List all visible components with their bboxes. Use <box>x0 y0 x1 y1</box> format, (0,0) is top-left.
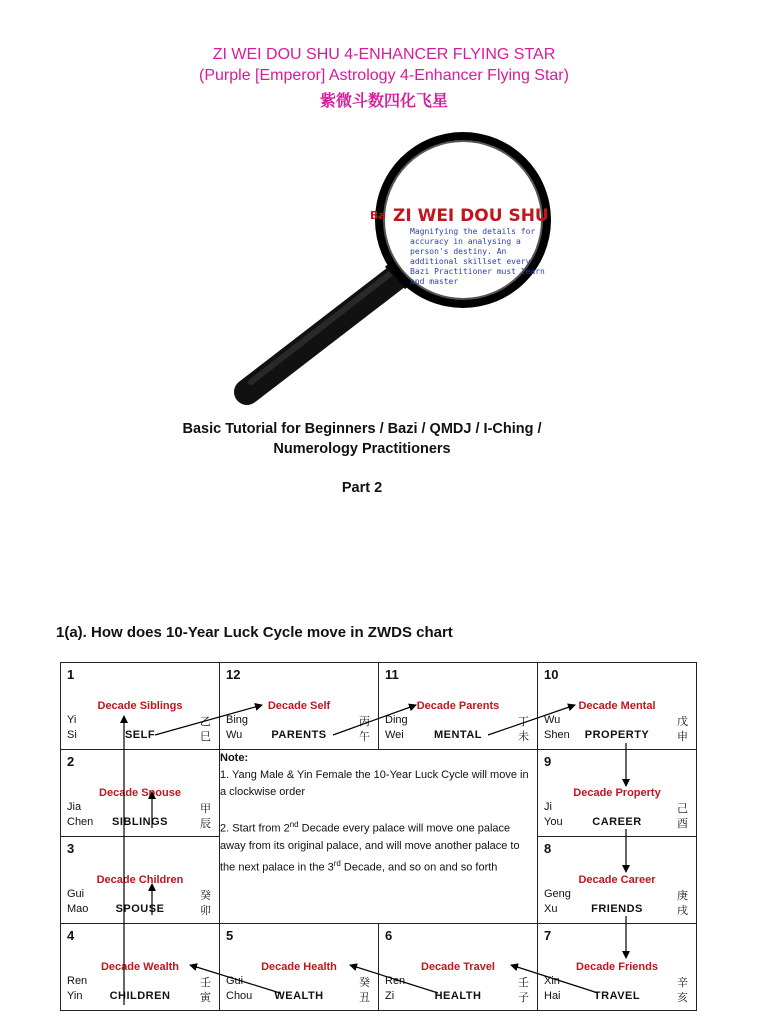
earthly-branch-chinese: 辰 <box>200 817 211 830</box>
magnifier-label: ZI WEI DOU SHU <box>393 206 549 226</box>
decade-label: Decade Siblings <box>97 700 183 712</box>
earthly-branch: Hai <box>544 990 561 1002</box>
note-heading: Note: <box>220 752 249 764</box>
earthly-branch-chinese: 酉 <box>677 817 688 830</box>
palace-number: 12 <box>226 667 241 682</box>
magnifier-caption-line: and master <box>410 277 459 286</box>
earthly-branch-chinese: 丑 <box>359 991 370 1004</box>
heavenly-stem-chinese: 癸 <box>200 889 211 902</box>
palace-number: 4 <box>67 928 75 943</box>
earthly-branch: Chou <box>226 990 253 1002</box>
palace-number: 1 <box>67 667 75 682</box>
palace-number: 5 <box>226 928 234 943</box>
heavenly-stem-chinese: 壬 <box>200 976 211 989</box>
palace-name: MENTAL <box>433 729 482 741</box>
decade-label: Decade Self <box>267 700 331 712</box>
palace-cell-11 <box>379 663 538 750</box>
note-point-2: 2. Start from 2nd Decade every palace will move one palace away from its original palace, and will move another palace to the next palace in the 3rd Decade, and so on and so forth <box>220 820 520 874</box>
heavenly-stem: Yi <box>67 714 77 726</box>
palace-cell-3 <box>61 837 220 924</box>
earthly-branch: Wu <box>226 729 243 741</box>
heavenly-stem: Ding <box>385 714 408 726</box>
palace-number: 2 <box>67 754 75 769</box>
palace-name: SELF <box>124 729 156 741</box>
palace-name: PROPERTY <box>584 729 650 741</box>
heavenly-stem-chinese: 壬 <box>518 976 529 989</box>
magnifier-caption-line: accuracy in analysing a <box>410 237 521 246</box>
palace-cell-6 <box>379 924 538 1011</box>
palace-number: 3 <box>67 841 75 856</box>
heavenly-stem: Geng <box>544 888 571 900</box>
heavenly-stem-chinese: 甲 <box>200 802 211 815</box>
earthly-branch: You <box>544 816 563 828</box>
tutorial-subtitle-line1: Basic Tutorial for Beginners / Bazi / QMDJ / I-Ching / <box>182 421 542 437</box>
palace-name: HEALTH <box>434 990 482 1002</box>
document-title: ZI WEI DOU SHU 4-ENHANCER FLYING STAR <box>212 46 556 63</box>
magnifier-caption-line: Bazi Practitioner must learn <box>410 267 545 276</box>
earthly-branch-chinese: 巳 <box>200 730 211 743</box>
document-subtitle: (Purple [Emperor] Astrology 4-Enhancer Flying Star) <box>199 67 569 84</box>
palace-number: 10 <box>544 667 559 682</box>
magnifier-prefix: Ba <box>370 209 386 222</box>
decade-label: Decade Travel <box>421 961 495 973</box>
palace-number: 11 <box>385 667 399 682</box>
palace-cell-10 <box>538 663 697 750</box>
decade-label: Decade Children <box>96 874 184 886</box>
earthly-branch-chinese: 午 <box>359 730 370 743</box>
decade-label: Decade Health <box>261 961 337 973</box>
decade-label: Decade Career <box>578 874 656 886</box>
earthly-branch: Wei <box>385 729 404 741</box>
heavenly-stem: Ji <box>544 801 552 813</box>
heavenly-stem-chinese: 辛 <box>677 976 688 989</box>
heavenly-stem: Xin <box>544 975 560 987</box>
decade-label: Decade Mental <box>578 700 656 712</box>
heavenly-stem: Gui <box>67 888 85 900</box>
palace-cell-9 <box>538 750 697 837</box>
palace-name: WEALTH <box>274 990 324 1002</box>
palace-cell-4 <box>61 924 220 1011</box>
earthly-branch: Mao <box>67 903 89 915</box>
earthly-branch-chinese: 卯 <box>200 904 211 917</box>
heavenly-stem: Ren <box>67 975 88 987</box>
heavenly-stem-chinese: 庚 <box>677 889 688 902</box>
heavenly-stem-chinese: 己 <box>677 802 688 815</box>
decade-label: Decade Friends <box>576 961 658 973</box>
earthly-branch: Chen <box>67 816 94 828</box>
magnifying-glass-icon <box>225 120 575 410</box>
palace-cell-2 <box>61 750 220 837</box>
palace-name: SPOUSE <box>115 903 165 915</box>
note-point-1: 1. Yang Male & Yin Female the 10-Year Luck Cycle will move in a clockwise order <box>220 769 529 798</box>
heavenly-stem-chinese: 丙 <box>359 715 370 728</box>
heavenly-stem: Bing <box>226 714 249 726</box>
heavenly-stem-chinese: 戊 <box>677 715 688 728</box>
earthly-branch: Yin <box>67 990 83 1002</box>
earthly-branch-chinese: 未 <box>518 730 529 743</box>
palace-name: CHILDREN <box>109 990 171 1002</box>
earthly-branch-chinese: 戌 <box>677 904 688 917</box>
palace-number: 7 <box>544 928 552 943</box>
decade-label: Decade Spouse <box>99 787 181 799</box>
part-label: Part 2 <box>341 480 383 496</box>
earthly-branch-chinese: 寅 <box>200 991 211 1004</box>
magnifier-caption-line: Magnifying the details for <box>410 227 536 236</box>
earthly-branch: Si <box>67 729 77 741</box>
palace-name: PARENTS <box>271 729 327 741</box>
heavenly-stem-chinese: 丁 <box>518 715 529 728</box>
palace-cell-5 <box>220 924 379 1011</box>
palace-number: 8 <box>544 841 552 856</box>
decade-label: Decade Property <box>573 787 661 799</box>
palace-name: TRAVEL <box>593 990 641 1002</box>
palace-cell-7 <box>538 924 697 1011</box>
note-box <box>220 750 538 924</box>
earthly-branch: Zi <box>385 990 395 1002</box>
palace-number: 6 <box>385 928 393 943</box>
palace-cell-8 <box>538 837 697 924</box>
heavenly-stem-chinese: 癸 <box>359 976 370 989</box>
palace-cell-1 <box>61 663 220 750</box>
palace-name: CAREER <box>592 816 642 828</box>
zwds-chart <box>60 662 697 1011</box>
earthly-branch: Xu <box>544 903 558 915</box>
decade-label: Decade Wealth <box>100 961 180 973</box>
heavenly-stem: Wu <box>544 714 561 726</box>
palace-name: SIBLINGS <box>112 816 168 828</box>
tutorial-subtitle-line2: Numerology Practitioners <box>273 441 451 457</box>
earthly-branch-chinese: 亥 <box>677 991 688 1004</box>
palace-cell-12 <box>220 663 379 750</box>
heavenly-stem: Jia <box>67 801 82 813</box>
heavenly-stem-chinese: 乙 <box>200 715 211 728</box>
earthly-branch-chinese: 申 <box>677 730 688 743</box>
heavenly-stem: Gui <box>226 975 244 987</box>
magnifier-caption-line: person's destiny. An <box>410 247 507 256</box>
palace-name: FRIENDS <box>591 903 643 915</box>
decade-label: Decade Parents <box>416 700 500 712</box>
palace-number: 9 <box>544 754 552 769</box>
document-title-chinese: 紫微斗数四化飞星 <box>319 91 448 110</box>
heavenly-stem: Ren <box>385 975 406 987</box>
earthly-branch: Shen <box>544 729 570 741</box>
magnifier-caption-line: additional skillset every <box>410 257 531 266</box>
earthly-branch-chinese: 子 <box>518 991 529 1004</box>
section-heading: 1(a). How does 10-Year Luck Cycle move in ZWDS chart <box>56 624 453 641</box>
